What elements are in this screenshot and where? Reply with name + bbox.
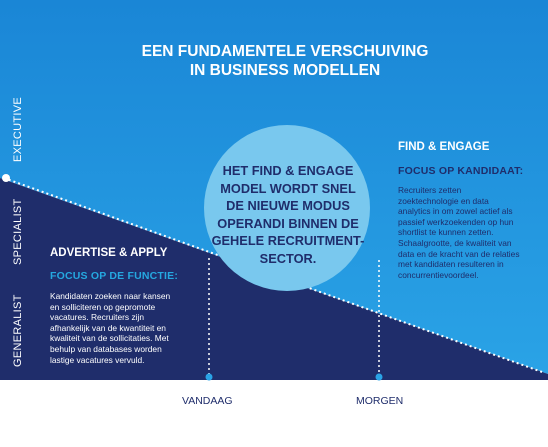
left-body-line: kwaliteit van de sollicitaties. Met [50,333,169,344]
left-body-line: en solliciteren op gepromote [50,301,156,312]
timeline-today: VANDAAG [182,395,233,407]
shift-line-start-dot [2,174,10,182]
right-body-line: Recruiters zetten [398,185,462,195]
right-body-line: concurrentievoordeel. [398,269,479,280]
left-body-line: vacatures. Recruiters zijn [50,312,145,323]
bottom-band [0,380,548,447]
left-body [50,291,170,365]
today-marker-dot [206,374,213,381]
title-line-1: EEN FUNDAMENTELE VERSCHUIVING [141,43,429,60]
left-focus: FOCUS OP DE FUNCTIE: [50,270,179,282]
right-heading: FIND & ENGAGE [398,141,490,153]
right-focus: FOCUS OP KANDIDAAT: [398,165,524,177]
center-line-4: OPERANDI BINNEN DE [217,215,359,231]
right-body-line: analytics in om zowel actief als [398,206,513,217]
right-body [398,185,520,280]
left-heading: ADVERTISE & APPLY [50,247,168,259]
left-body-line: Kandidaten zoeken naar kansen [50,291,171,301]
axis-label-generalist: GENERALIST [12,294,24,367]
tomorrow-marker-dot [376,374,383,381]
timeline-tomorrow: MORGEN [356,395,404,407]
right-body-line: Schaalgrootte, de kwaliteit van [398,237,512,248]
axis-label-specialist: SPECIALIST [12,198,24,265]
axis-label-executive: EXECUTIVE [12,96,24,162]
left-body-line: lastige vacatures vervuld. [50,354,145,365]
center-line-6: SECTOR. [259,250,317,266]
right-body-line: zoektechnologie en data [398,195,489,206]
center-statement [210,162,366,267]
center-line-1: HET FIND & ENGAGE [222,163,354,178]
right-body-line: shortlist te kunnen zetten. [398,227,494,238]
diagram-title [100,42,470,80]
center-line-3: DE NIEUWE MODUS [226,198,350,213]
right-body-line: met kandidaten resulteren in [398,259,504,270]
left-body-line: behulp van databases worden [50,343,162,354]
center-line-5: GEHELE RECRUITMENT- [211,233,365,248]
right-body-line: passief werkzoekenden op hun [398,216,514,227]
title-line-2: IN BUSINESS MODELLEN [189,62,381,79]
right-body-line: data en de kracht van de relaties [398,248,520,259]
left-body-line: afhankelijk van de kwantiteit en [50,322,166,333]
center-line-2: MODEL WORDT SNEL [220,180,356,196]
